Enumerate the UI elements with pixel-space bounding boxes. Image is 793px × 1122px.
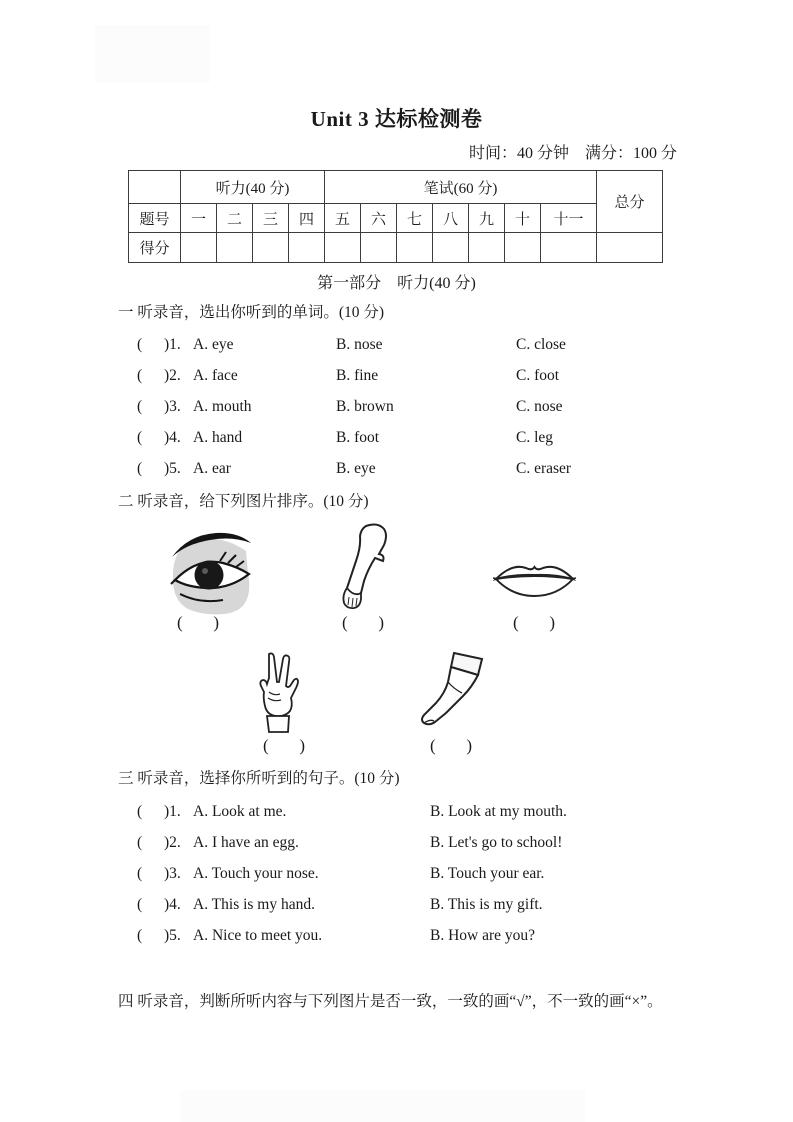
option-a[interactable]: A. ear	[193, 460, 231, 477]
option-a[interactable]: A. Touch your nose.	[193, 865, 319, 882]
section1-items	[0, 332, 793, 487]
paren-open: (	[342, 613, 348, 632]
choice-row	[0, 332, 793, 363]
question-number: )5.	[164, 460, 181, 477]
total-header-cell: 总分	[597, 171, 663, 233]
paren-open: (	[430, 736, 436, 755]
option-b[interactable]: B. Look at my mouth.	[430, 803, 567, 820]
score-input-cell[interactable]	[289, 233, 325, 263]
paren-open: (	[263, 736, 269, 755]
section3-heading: 三 听录音，选择你所听到的句子。(10 分)	[118, 770, 400, 787]
option-b[interactable]: B. foot	[336, 429, 380, 446]
option-c[interactable]: C. eraser	[516, 460, 572, 477]
paren-close: )	[378, 613, 384, 632]
answer-blank[interactable]: (	[137, 367, 143, 384]
option-a[interactable]: A. face	[193, 367, 238, 384]
question-number: )1.	[164, 336, 181, 353]
hand-peace-sign-image-icon	[252, 650, 304, 736]
question-number-cell: 七	[397, 204, 433, 233]
listening-header-cell: 听力(40 分)	[181, 171, 325, 204]
choice-row	[0, 861, 793, 892]
order-answer-blank[interactable]	[263, 735, 305, 757]
answer-blank[interactable]: (	[137, 896, 143, 913]
choice-row	[0, 456, 793, 487]
question-row-label: 题号	[129, 204, 181, 233]
answer-blank[interactable]: (	[137, 865, 143, 882]
score-input-cell[interactable]	[217, 233, 253, 263]
section3-items	[0, 799, 793, 954]
question-number: )1.	[164, 803, 181, 820]
question-number: )5.	[164, 927, 181, 944]
option-b[interactable]: B. nose	[336, 336, 383, 353]
paren-open: (	[513, 613, 519, 632]
table-corner-cell	[129, 171, 181, 204]
choice-row	[0, 830, 793, 861]
question-number-cell: 十	[505, 204, 541, 233]
question-number-cell: 一	[181, 204, 217, 233]
leg-image-icon	[418, 651, 484, 731]
option-a[interactable]: A. hand	[193, 429, 243, 446]
question-number-cell: 四	[289, 204, 325, 233]
question-number-cell: 八	[433, 204, 469, 233]
page-title: Unit 3 达标检测卷	[310, 107, 483, 131]
mouth-image-icon	[492, 554, 577, 602]
option-b[interactable]: B. Let's go to school!	[430, 834, 563, 851]
section2-heading: 二 听录音，给下列图片排序。(10 分)	[118, 493, 369, 510]
section4-heading: 四 听录音，判断所听内容与下列图片是否一致，一致的画“√”，不一致的画“×”。	[118, 993, 663, 1010]
order-answer-blank[interactable]	[342, 612, 384, 634]
score-input-cell[interactable]	[397, 233, 433, 263]
score-row-label: 得分	[129, 233, 181, 263]
score-input-cell[interactable]	[469, 233, 505, 263]
paren-close: )	[299, 736, 305, 755]
paren-close: )	[213, 613, 219, 632]
answer-blank[interactable]: (	[137, 336, 143, 353]
choice-row	[0, 394, 793, 425]
score-input-cell[interactable]	[505, 233, 541, 263]
question-number-cell: 九	[469, 204, 505, 233]
option-c[interactable]: C. nose	[516, 398, 563, 415]
option-a[interactable]: A. Nice to meet you.	[193, 927, 323, 944]
question-number-cell: 二	[217, 204, 253, 233]
question-number-cell: 五	[325, 204, 361, 233]
score-table	[128, 170, 663, 263]
option-a[interactable]: A. mouth	[193, 398, 252, 415]
score-input-cell[interactable]	[253, 233, 289, 263]
choice-row	[0, 799, 793, 830]
eye-image-icon	[168, 523, 260, 618]
question-number-cell: 三	[253, 204, 289, 233]
scan-artifact-bottom	[180, 1090, 585, 1122]
answer-blank[interactable]: (	[137, 803, 143, 820]
question-number: )2.	[164, 834, 181, 851]
score-input-cell[interactable]	[361, 233, 397, 263]
scan-artifact-top-left	[95, 25, 210, 83]
answer-blank[interactable]: (	[137, 834, 143, 851]
option-c[interactable]: C. foot	[516, 367, 560, 384]
question-number: )3.	[164, 398, 181, 415]
option-b[interactable]: B. brown	[336, 398, 394, 415]
choice-row	[0, 892, 793, 923]
option-b[interactable]: B. This is my gift.	[430, 896, 543, 913]
choice-row	[0, 363, 793, 394]
written-header-cell: 笔试(60 分)	[325, 171, 597, 204]
score-input-cell[interactable]	[325, 233, 361, 263]
score-input-cell[interactable]	[433, 233, 469, 263]
order-answer-blank[interactable]	[430, 735, 472, 757]
paren-close: )	[549, 613, 555, 632]
answer-blank[interactable]: (	[137, 398, 143, 415]
option-c[interactable]: C. close	[516, 336, 566, 353]
option-a[interactable]: A. I have an egg.	[193, 834, 299, 851]
order-answer-blank[interactable]	[513, 612, 555, 634]
question-number-cell: 六	[361, 204, 397, 233]
choice-row	[0, 425, 793, 456]
question-number-cell: 十一	[541, 204, 597, 233]
option-a[interactable]: A. Look at me.	[193, 803, 287, 820]
answer-blank[interactable]: (	[137, 927, 143, 944]
option-b[interactable]: B. fine	[336, 367, 379, 384]
score-input-cell[interactable]	[541, 233, 597, 263]
answer-blank[interactable]: (	[137, 460, 143, 477]
option-a[interactable]: A. eye	[193, 336, 234, 353]
time-score-info: 时间：40 分钟 满分：100 分	[468, 145, 677, 162]
question-number: )4.	[164, 896, 181, 913]
section1-heading: 一 听录音，选出你听到的单词。(10 分)	[118, 304, 385, 321]
arm-image-icon	[338, 521, 400, 613]
question-number: )4.	[164, 429, 181, 446]
paren-close: )	[466, 736, 472, 755]
option-b[interactable]: B. How are you?	[430, 927, 536, 944]
choice-row	[0, 923, 793, 954]
order-answer-blank[interactable]	[177, 612, 219, 634]
question-number: )3.	[164, 865, 181, 882]
question-number: )2.	[164, 367, 181, 384]
part1-heading: 第一部分 听力(40 分)	[317, 275, 476, 292]
option-b[interactable]: B. eye	[336, 460, 376, 477]
option-b[interactable]: B. Touch your ear.	[430, 865, 545, 882]
option-a[interactable]: A. This is my hand.	[193, 896, 315, 913]
total-score-input-cell[interactable]	[597, 233, 663, 263]
option-c[interactable]: C. leg	[516, 429, 554, 446]
paren-open: (	[177, 613, 183, 632]
answer-blank[interactable]: (	[137, 429, 143, 446]
score-input-cell[interactable]	[181, 233, 217, 263]
